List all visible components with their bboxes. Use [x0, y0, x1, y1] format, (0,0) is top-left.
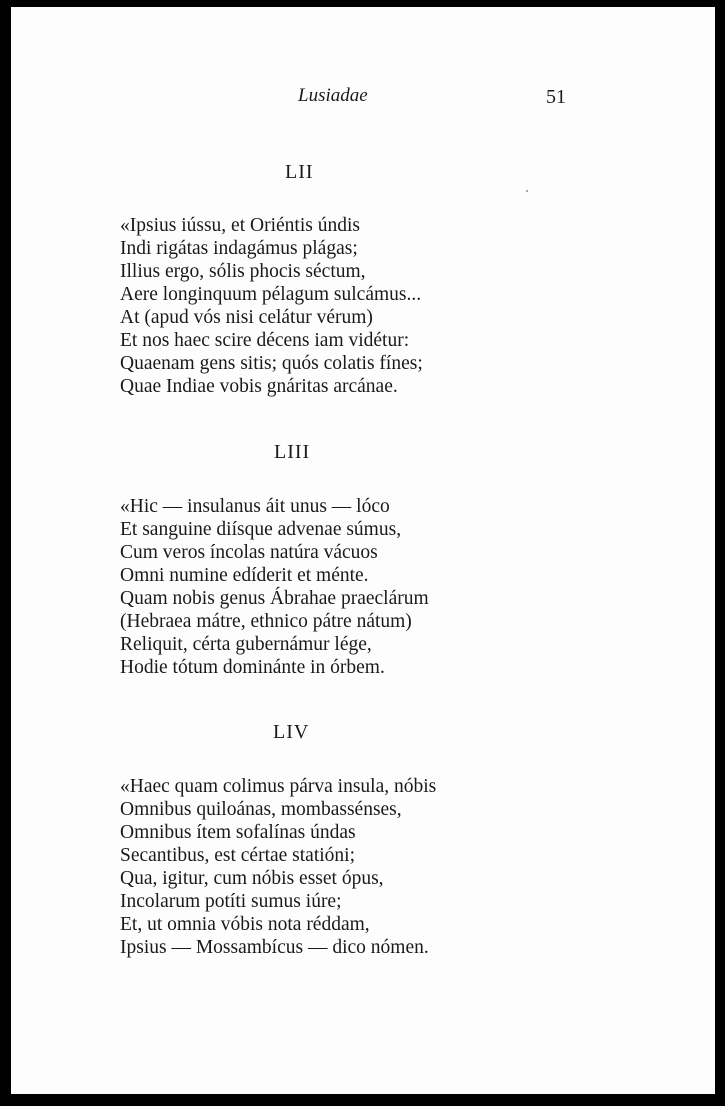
verse-line: Aere longinquum pélagum sulcámus...: [120, 284, 422, 305]
verse-line: Secantibus, est cértae statióni;: [120, 845, 356, 866]
verse-line: Omni numine edíderit et ménte.: [120, 565, 369, 586]
verse-line: Cum veros íncolas natúra vácuos: [120, 542, 378, 563]
verse-line: «Ipsius iússu, et Oriéntis úndis: [120, 215, 360, 236]
verse-line: Et, ut omnia vóbis nota réddam,: [120, 914, 370, 935]
print-speck: [526, 190, 528, 192]
verse-line: Illius ergo, sólis phocis séctum,: [120, 261, 366, 282]
verse-line: Et nos haec scire décens iam vidétur:: [120, 330, 410, 351]
verse-line: Quam nobis genus Ábrahae praeclárum: [120, 588, 429, 609]
stanza-number: LIV: [273, 721, 310, 743]
verse-line: At (apud vós nisi celátur vérum): [120, 307, 373, 328]
running-title: Lusiadae: [298, 85, 368, 106]
verse-line: Et sanguine diísque advenae súmus,: [120, 519, 402, 540]
stanza-number: LII: [285, 161, 314, 183]
stanza-lii: [120, 214, 423, 398]
verse-line: Omnibus quiloánas, mombassénses,: [120, 799, 402, 820]
verse-line: Quaenam gens sitis; quós colatis fínes;: [120, 353, 423, 374]
stanza-liii: [120, 495, 429, 679]
page-number: 51: [546, 86, 566, 108]
verse-line: Omnibus ítem sofalínas úndas: [120, 822, 356, 843]
verse-line: «Hic — insulanus áit unus — lóco: [120, 496, 390, 517]
verse-line: Quae Indiae vobis gnáritas arcánae.: [120, 376, 398, 397]
verse-line: (Hebraea mátre, ethnico pátre nátum): [120, 611, 412, 632]
verse-line: Reliquit, cérta gubernámur lége,: [120, 634, 372, 655]
verse-line: Incolarum potíti sumus iúre;: [120, 891, 342, 912]
stanza-liv: [120, 775, 436, 959]
verse-line: Indi rigátas indagámus plágas;: [120, 238, 358, 259]
verse-line: «Haec quam colimus párva insula, nóbis: [120, 776, 437, 797]
verse-line: Hodie tótum dominánte in órbem.: [120, 657, 385, 678]
verse-line: Qua, igitur, cum nóbis esset ópus,: [120, 868, 384, 889]
stanza-number: LIII: [274, 441, 311, 463]
verse-line: Ipsius — Mossambícus — dico nómen.: [120, 937, 429, 958]
